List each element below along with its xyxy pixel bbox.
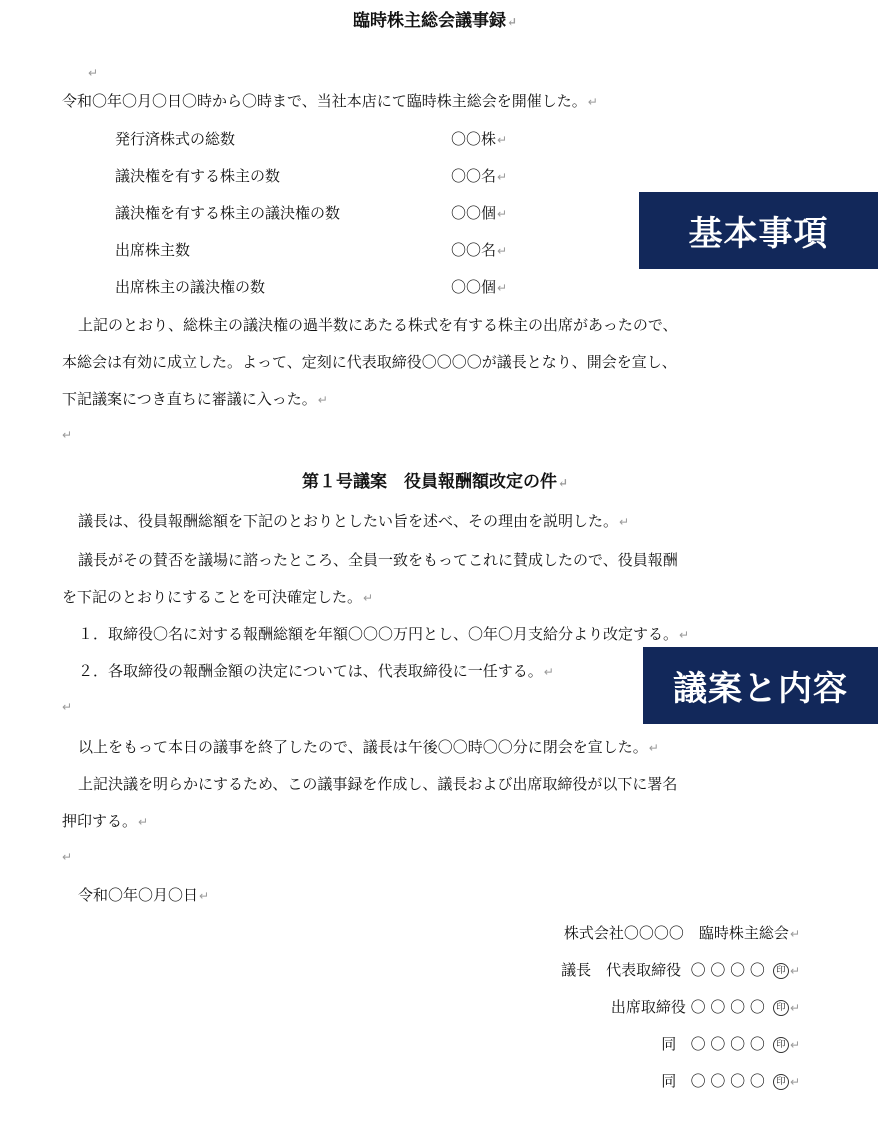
paragraph-mark: ↵ (62, 428, 73, 442)
summary-line: 本総会は有効に成立した。よって、定刻に代表取締役〇〇〇〇が議長となり、開会を宣し、 (62, 353, 677, 371)
paragraph-mark: ↵ (62, 850, 73, 864)
document-title: 臨時株主総会議事録↵ (352, 11, 518, 31)
basic-info-badge: 基本事項 (639, 192, 878, 269)
item-value: 〇〇個↵ (451, 278, 508, 296)
item-label: 議決権を有する株主の議決権の数 (115, 204, 341, 222)
company-name: 株式会社〇〇〇〇 臨時株主総会↵ (563, 924, 800, 942)
item-label: 出席株主数 (115, 241, 191, 259)
seal-icon: 印 (773, 1074, 789, 1090)
signer-row: 同 〇 〇 〇 〇 印 ↵ (661, 1035, 800, 1053)
summary-line: 上記のとおり、総株主の議決権の過半数にあたる株式を有する株主の出席があったので、 (78, 316, 678, 334)
agenda-badge: 議案と内容 (643, 647, 878, 724)
agenda-line: 議長がその賛否を議場に諮ったところ、全員一致をもってこれに賛成したので、役員報酬 (78, 551, 678, 569)
agenda-item: １．取締役〇名に対する報酬総額を年額〇〇〇万円とし、〇年〇月支給分より改定する。↵ (78, 625, 690, 643)
paragraph-mark: ↵ (88, 66, 99, 80)
item-label: 出席株主の議決権の数 (115, 278, 266, 296)
seal-icon: 印 (773, 1000, 789, 1016)
item-value: 〇〇名↵ (451, 241, 508, 259)
item-value: 〇〇個↵ (451, 204, 508, 222)
paragraph-mark: ↵ (62, 700, 73, 714)
signer-row: 出席取締役 〇 〇 〇 〇 印 ↵ (610, 998, 800, 1016)
document-date: 令和〇年〇月〇日↵ (78, 886, 210, 904)
closing-line: 上記決議を明らかにするため、この議事録を作成し、議長および出席取締役が以下に署名 (78, 775, 678, 793)
agenda-line: 議長は、役員報酬総額を下記のとおりとしたい旨を述べ、その理由を説明した。↵ (78, 512, 630, 530)
agenda-item: ２．各取締役の報酬金額の決定については、代表取締役に一任する。↵ (78, 662, 554, 680)
agenda-line: を下記のとおりにすることを可決確定した。↵ (62, 588, 374, 606)
item-label: 議決権を有する株主の数 (115, 167, 281, 185)
agenda-heading: 第１号議案 役員報酬額改定の件↵ (301, 472, 569, 492)
item-value: 〇〇名↵ (451, 167, 508, 185)
signer-row: 議長 代表取締役 〇 〇 〇 〇 印 ↵ (561, 961, 800, 979)
summary-line: 下記議案につき直ちに審議に入った。↵ (62, 390, 328, 408)
closing-line: 以上をもって本日の議事を終了したので、議長は午後〇〇時〇〇分に閉会を宣した。↵ (78, 738, 659, 756)
signer-row: 同 〇 〇 〇 〇 印 ↵ (661, 1072, 800, 1090)
item-value: 〇〇株↵ (451, 130, 508, 148)
closing-line: 押印する。↵ (62, 812, 149, 830)
intro-text: 令和〇年〇月〇日〇時から〇時まで、当社本店にて臨時株主総会を開催した。↵ (62, 92, 598, 110)
item-label: 発行済株式の総数 (115, 130, 236, 148)
seal-icon: 印 (773, 1037, 789, 1053)
seal-icon: 印 (773, 963, 789, 979)
